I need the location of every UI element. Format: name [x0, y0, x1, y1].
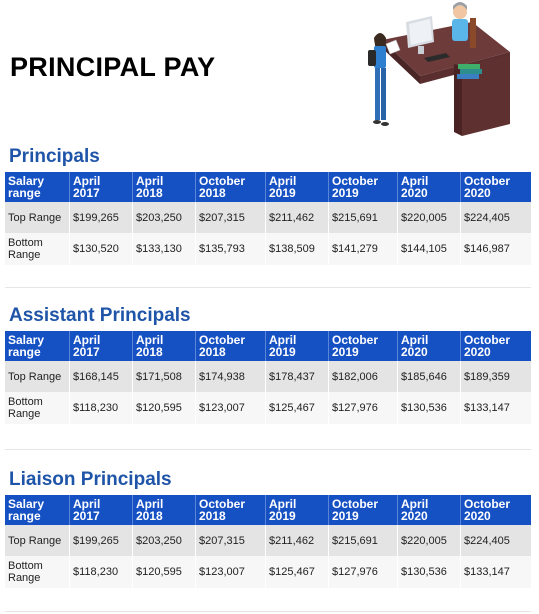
col-header: October 2019 — [328, 495, 397, 525]
col-header: October 2020 — [460, 495, 531, 525]
salary-cell: $168,145 — [69, 361, 132, 392]
salary-cell: $120,595 — [132, 392, 195, 424]
monitor-stand — [418, 46, 424, 54]
salary-cell: $146,987 — [460, 233, 531, 265]
salary-cell: $127,976 — [328, 556, 397, 588]
salary-cell: $215,691 — [328, 202, 397, 233]
salary-cell: $171,508 — [132, 361, 195, 392]
table-row — [5, 361, 531, 392]
seated-woman-body — [452, 19, 468, 41]
salary-cell: $118,230 — [69, 556, 132, 588]
student-backpack — [368, 50, 376, 66]
salary-cell: $211,462 — [265, 202, 328, 233]
table-header-row — [5, 495, 531, 525]
salary-cell: $130,536 — [397, 556, 460, 588]
section-liaison-principals — [5, 469, 531, 588]
col-header: April 2020 — [397, 495, 460, 525]
salary-cell: $224,405 — [460, 202, 531, 233]
col-header: October 2018 — [195, 495, 265, 525]
table-row — [5, 233, 531, 265]
salary-cell: $144,105 — [397, 233, 460, 265]
salary-cell: $133,147 — [460, 392, 531, 424]
row-label: Top Range — [5, 202, 69, 233]
salary-cell: $215,691 — [328, 525, 397, 556]
table-row — [5, 556, 531, 588]
salary-cell: $199,265 — [69, 525, 132, 556]
col-header: October 2020 — [460, 331, 531, 361]
salary-cell: $120,595 — [132, 556, 195, 588]
salary-cell: $118,230 — [69, 392, 132, 424]
book-teal — [460, 69, 482, 74]
col-header: April 2018 — [132, 331, 195, 361]
salary-cell: $130,520 — [69, 233, 132, 265]
col-header: April 2019 — [265, 172, 328, 202]
salary-cell: $138,509 — [265, 233, 328, 265]
table-row — [5, 525, 531, 556]
book-blue — [457, 74, 479, 79]
student-shoe-left — [373, 120, 381, 124]
section-title: Assistant Principals — [9, 305, 191, 326]
row-label: Bottom Range — [5, 392, 69, 424]
row-label: Bottom Range — [5, 233, 69, 265]
salary-cell: $127,976 — [328, 392, 397, 424]
salary-cell: $125,467 — [265, 556, 328, 588]
salary-cell: $123,007 — [195, 556, 265, 588]
student-leg-right — [381, 68, 386, 120]
salary-table — [5, 331, 531, 424]
col-header: Salary range — [5, 172, 69, 202]
section-divider — [5, 611, 531, 612]
salary-cell: $199,265 — [69, 202, 132, 233]
col-header: April 2018 — [132, 495, 195, 525]
col-header: April 2020 — [397, 331, 460, 361]
col-header: October 2019 — [328, 331, 397, 361]
chair-back — [470, 18, 476, 48]
col-header: April 2017 — [69, 331, 132, 361]
table-row — [5, 392, 531, 424]
salary-cell: $207,315 — [195, 202, 265, 233]
reception-desk-illustration — [362, 0, 522, 140]
row-label: Bottom Range — [5, 556, 69, 588]
col-header: October 2019 — [328, 172, 397, 202]
salary-cell: $135,793 — [195, 233, 265, 265]
section-assistant-principals — [5, 305, 531, 424]
table-header-row — [5, 331, 531, 361]
col-header: April 2020 — [397, 172, 460, 202]
student-shoe-right — [381, 122, 389, 126]
page-title: PRINCIPAL PAY — [10, 52, 216, 82]
salary-cell: $203,250 — [132, 202, 195, 233]
student-leg-left — [375, 68, 380, 120]
salary-cell: $141,279 — [328, 233, 397, 265]
salary-cell: $133,147 — [460, 556, 531, 588]
salary-cell: $182,006 — [328, 361, 397, 392]
salary-cell: $125,467 — [265, 392, 328, 424]
salary-cell: $178,437 — [265, 361, 328, 392]
col-header: October 2018 — [195, 172, 265, 202]
salary-cell: $203,250 — [132, 525, 195, 556]
salary-cell: $220,005 — [397, 525, 460, 556]
col-header: Salary range — [5, 495, 69, 525]
salary-cell: $211,462 — [265, 525, 328, 556]
section-divider — [5, 449, 531, 450]
salary-cell: $224,405 — [460, 525, 531, 556]
col-header: April 2019 — [265, 331, 328, 361]
col-header: April 2018 — [132, 172, 195, 202]
section-title: Liaison Principals — [9, 469, 172, 490]
salary-cell: $174,938 — [195, 361, 265, 392]
salary-cell: $220,005 — [397, 202, 460, 233]
salary-cell: $133,130 — [132, 233, 195, 265]
salary-cell: $207,315 — [195, 525, 265, 556]
col-header: April 2017 — [69, 172, 132, 202]
salary-table — [5, 172, 531, 265]
section-principals — [5, 146, 531, 265]
table-row — [5, 202, 531, 233]
salary-cell: $130,536 — [397, 392, 460, 424]
row-label: Top Range — [5, 525, 69, 556]
col-header: October 2018 — [195, 331, 265, 361]
section-divider — [5, 287, 531, 288]
book-green — [458, 64, 480, 69]
col-header: April 2019 — [265, 495, 328, 525]
col-header: Salary range — [5, 331, 69, 361]
table-header-row — [5, 172, 531, 202]
row-label: Top Range — [5, 361, 69, 392]
col-header: October 2020 — [460, 172, 531, 202]
salary-cell: $123,007 — [195, 392, 265, 424]
salary-cell: $185,646 — [397, 361, 460, 392]
col-header: April 2017 — [69, 495, 132, 525]
section-title: Principals — [9, 146, 100, 167]
salary-cell: $189,359 — [460, 361, 531, 392]
salary-table — [5, 495, 531, 588]
